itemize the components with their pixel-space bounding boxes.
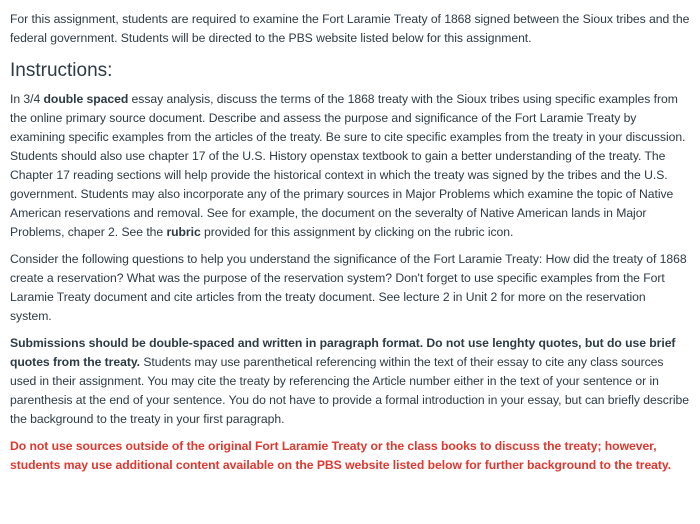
- submission-format-emphasis: Submissions should be double-spaced and written in paragraph format. Do not use lenghty quotes, but do use brief quotes from the treaty.: [10, 336, 676, 369]
- submission-text: Students may use parenthetical referencing within the text of their essay to cite any class sources used in their assignment. You may cite the treaty by referencing the Article number either in the text of your sentence or in parenthesis at the end of your sentence. You do not have to provide a formal introduction in your essay, but can briefly describe the background to the treaty in your first paragraph.: [10, 355, 689, 426]
- questions-paragraph: Consider the following questions to help you understand the significance of the Fort Laramie Treaty: How did the treaty of 1868 create a reservation? What was the purpose of the reservation system? Don't forget to use specific examples from the Fort Laramie Treaty document and cite articles from the treaty document. See lecture 2 in Unit 2 for more on the reservation system.: [10, 252, 687, 323]
- essay-instructions-paragraph: [10, 90, 690, 242]
- rubric-emphasis: rubric: [166, 225, 201, 239]
- instructions-heading: Instructions:: [10, 60, 113, 81]
- p1-text-c: essay analysis, discuss the terms of the 1868 treaty with the Sioux tribes using specific examples from the online primary source document. Describe and assess the purpose and significance of the Fort Laramie Treaty by examining specific examples from the articles of the treaty. Be sure to cite specific examples from the treaty in your discussion. Students should also use chapter 17 of the U.S. History openstax textbook to gain a better understanding of the treaty. The Chapter 17 reading sections will help provide the historical context in which the treaty was signed by the tribes and the U.S. government. Students may also incorporate any of the primary sources in Major Problems which examine the topic of Native American reservations and removal. See for example, the document on the severalty of Native American lands in Major Problems, chaper 2. See the: [10, 92, 686, 239]
- p1-text-e: provided for this assignment by clicking on the rubric icon.: [200, 225, 514, 239]
- double-spaced-emphasis: double spaced: [43, 92, 129, 106]
- intro-paragraph: For this assignment, students are required to examine the Fort Laramie Treaty of 1868 signed between the Sioux tribes and the federal government. Students will be directed to the PBS website listed below for this assignment.: [10, 12, 690, 45]
- submission-paragraph: [10, 334, 690, 429]
- p1-text-a: In 3/4: [10, 92, 44, 106]
- sources-warning-paragraph: Do not use sources outside of the original Fort Laramie Treaty or the class books to discuss the treaty; however, students may use additional content available on the PBS website listed below for further background to the treaty.: [10, 439, 672, 472]
